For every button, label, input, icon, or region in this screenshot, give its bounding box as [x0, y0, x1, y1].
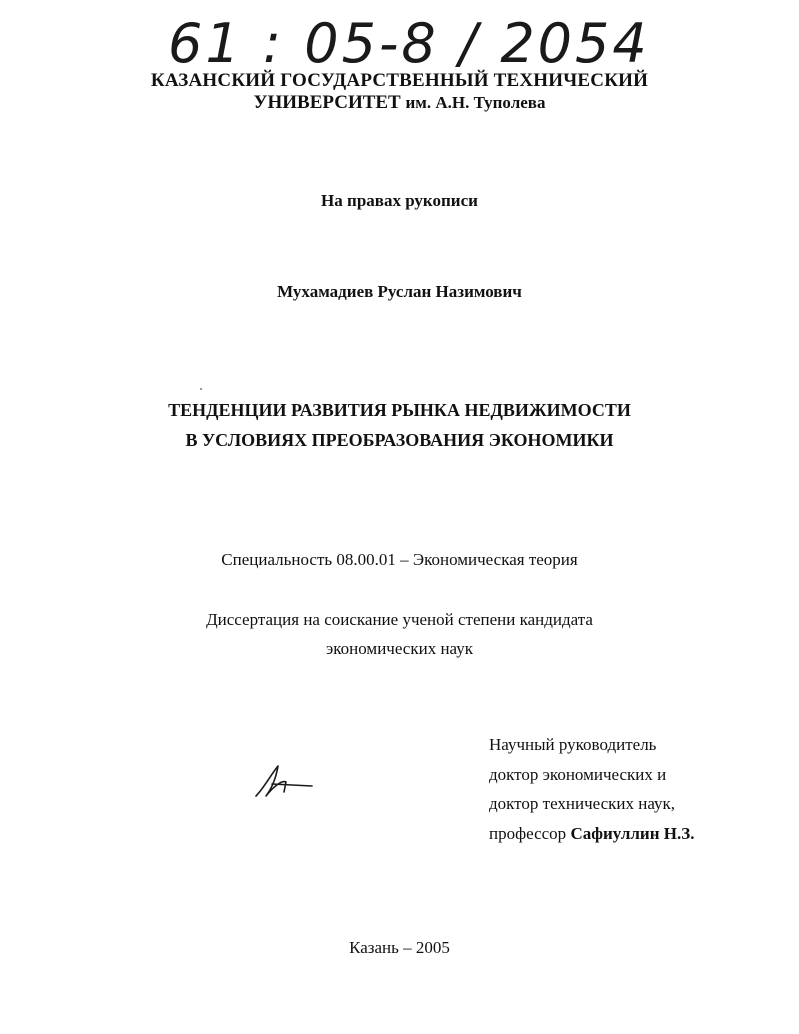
- city-year: Казань – 2005: [349, 938, 450, 957]
- supervisor-block: [489, 730, 694, 848]
- dissertation-line1: Диссертация на соискание ученой степени кандидата: [206, 610, 593, 629]
- thesis-title-line2: В УСЛОВИЯХ ПРЕОБРАЗОВАНИЯ ЭКОНОМИКИ: [185, 430, 614, 450]
- supervisor-degree2: доктор технических наук,: [489, 794, 676, 813]
- thesis-title-line1: ТЕНДЕНЦИИ РАЗВИТИЯ РЫНКА НЕДВИЖИМОСТИ: [168, 400, 631, 420]
- specialty-line: Специальность 08.00.01 – Экономическая теория: [221, 550, 578, 569]
- manuscript-note: На правах рукописи: [321, 191, 478, 210]
- speck-mark: [200, 388, 202, 390]
- supervisor-title-line: [489, 819, 694, 849]
- university-named-after: им. А.Н. Туполева: [405, 93, 546, 112]
- dissertation-line2: экономических наук: [325, 639, 474, 658]
- supervisor-title-prefix: профессор: [489, 823, 567, 843]
- supervisor-name: Сафиуллин Н.З.: [570, 823, 695, 843]
- university-name-line2: [0, 92, 799, 114]
- signature-mark: [252, 762, 316, 802]
- author-name: Мухамадиев Руслан Назимович: [277, 282, 522, 301]
- svg-text:61 : 05-8 / 2054: 61 : 05-8 / 2054: [168, 12, 650, 75]
- university-name-line1: КАЗАНСКИЙ ГОСУДАРСТВЕННЫЙ ТЕХНИЧЕСКИЙ: [150, 70, 649, 91]
- supervisor-degree1: доктор экономических и: [489, 764, 667, 784]
- supervisor-role: Научный руководитель: [489, 735, 657, 754]
- university-word: УНИВЕРСИТЕТ: [253, 92, 401, 113]
